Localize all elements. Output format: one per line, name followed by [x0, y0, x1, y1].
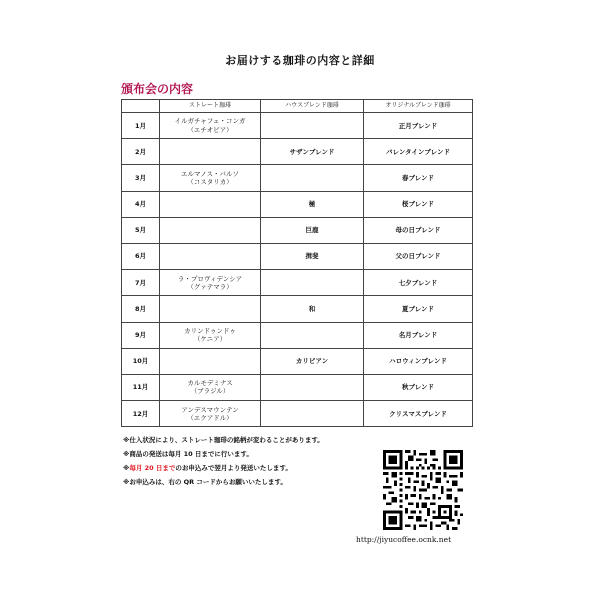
table-row — [122, 113, 473, 139]
original-cell: バレンタインブレンド — [364, 139, 473, 165]
site-url[interactable]: http://jiyucoffee.ocnk.net — [356, 535, 452, 544]
table-row — [122, 217, 473, 243]
page-title: お届けする珈琲の内容と詳細 — [225, 54, 375, 67]
note-deadline-rest: のお申込みで翌月より発送いたします。 — [175, 464, 292, 472]
straight-name: イルガチャフェ・コンガ — [174, 117, 246, 126]
note-shipping: ※商品の発送は毎月 10 日までに行います。 — [123, 450, 253, 458]
original-cell: 母の日ブレンド — [364, 217, 473, 243]
table-row — [122, 401, 473, 427]
note-deadline-prefix: ※ — [123, 464, 130, 472]
straight-origin: （コスタリカ） — [187, 177, 233, 186]
straight-origin: （エクアドル） — [187, 413, 233, 422]
straight-origin: （ケニア） — [193, 335, 227, 344]
house-cell — [261, 322, 364, 348]
original-cell: 正月ブレンド — [364, 113, 473, 139]
straight-cell — [160, 401, 261, 427]
note-deadline-highlight: 毎月 20 日まで — [129, 464, 176, 472]
straight-cell — [160, 243, 261, 269]
straight-origin: （ブラジル） — [190, 387, 230, 396]
month-cell: 12月 — [122, 401, 160, 427]
table-row — [122, 322, 473, 348]
month-cell: 2月 — [122, 139, 160, 165]
table-row — [122, 191, 473, 217]
header-straight: ストレート珈琲 — [160, 100, 261, 113]
straight-origin: （エチオピア） — [187, 125, 233, 134]
house-cell — [261, 374, 364, 400]
straight-origin: （グァテマラ） — [187, 282, 233, 291]
month-cell: 5月 — [122, 217, 160, 243]
original-cell: 夏ブレンド — [364, 296, 473, 322]
month-cell: 6月 — [122, 243, 160, 269]
table-row — [122, 270, 473, 296]
straight-cell — [160, 191, 261, 217]
month-cell: 9月 — [122, 322, 160, 348]
straight-cell — [160, 113, 261, 139]
original-cell: 桜ブレンド — [364, 191, 473, 217]
header-original: オリジナルブレンド珈琲 — [364, 100, 473, 113]
qr-code-icon[interactable] — [383, 450, 463, 530]
house-cell — [261, 165, 364, 191]
house-cell: 揖斐 — [261, 243, 364, 269]
month-cell: 7月 — [122, 270, 160, 296]
straight-cell — [160, 217, 261, 243]
table-row — [122, 374, 473, 400]
month-cell: 1月 — [122, 113, 160, 139]
straight-cell — [160, 270, 261, 296]
table-row — [122, 165, 473, 191]
section-title: 頒布会の内容 — [121, 82, 194, 96]
original-cell: 父の日ブレンド — [364, 243, 473, 269]
month-cell: 11月 — [122, 374, 160, 400]
house-cell — [261, 113, 364, 139]
header-month — [122, 100, 160, 113]
note-apply: ※お申込みは、右の QR コードからお願いいたします。 — [123, 478, 287, 486]
straight-name: カルモデミナス — [187, 379, 233, 388]
straight-name: アンデスマウンテン — [181, 405, 239, 414]
house-cell — [261, 270, 364, 296]
month-cell: 4月 — [122, 191, 160, 217]
straight-cell — [160, 296, 261, 322]
house-cell: 極 — [261, 191, 364, 217]
straight-name: エルマノス・バルソ — [180, 169, 240, 178]
original-cell: クリスマスブレンド — [364, 401, 473, 427]
straight-name: ラ・プロヴィデンシア — [177, 274, 243, 283]
original-cell: 春ブレンド — [364, 165, 473, 191]
note-deadline — [123, 461, 383, 475]
original-cell: 名月ブレンド — [364, 322, 473, 348]
table-row — [122, 243, 473, 269]
note-supply: ※仕入状況により、ストレート珈琲の銘柄が変わることがあります。 — [123, 436, 324, 444]
original-cell: 七夕ブレンド — [364, 270, 473, 296]
schedule-table — [121, 99, 473, 427]
straight-name: カリンドゥンドゥ — [184, 326, 236, 335]
original-cell: ハロウィンブレンド — [364, 348, 473, 374]
original-cell: 秋ブレンド — [364, 374, 473, 400]
house-cell: サザンブレンド — [261, 139, 364, 165]
house-cell: 巨鹿 — [261, 217, 364, 243]
house-cell: 和 — [261, 296, 364, 322]
notes — [123, 433, 383, 489]
straight-cell — [160, 165, 261, 191]
table-row — [122, 296, 473, 322]
straight-cell — [160, 374, 261, 400]
table-row — [122, 139, 473, 165]
month-cell: 3月 — [122, 165, 160, 191]
header-house: ハウスブレンド珈琲 — [261, 100, 364, 113]
month-cell: 8月 — [122, 296, 160, 322]
table-header-row — [122, 100, 473, 113]
straight-cell — [160, 348, 261, 374]
house-cell — [261, 401, 364, 427]
straight-cell — [160, 139, 261, 165]
straight-cell — [160, 322, 261, 348]
house-cell: カリビアン — [261, 348, 364, 374]
month-cell: 10月 — [122, 348, 160, 374]
table-row — [122, 348, 473, 374]
